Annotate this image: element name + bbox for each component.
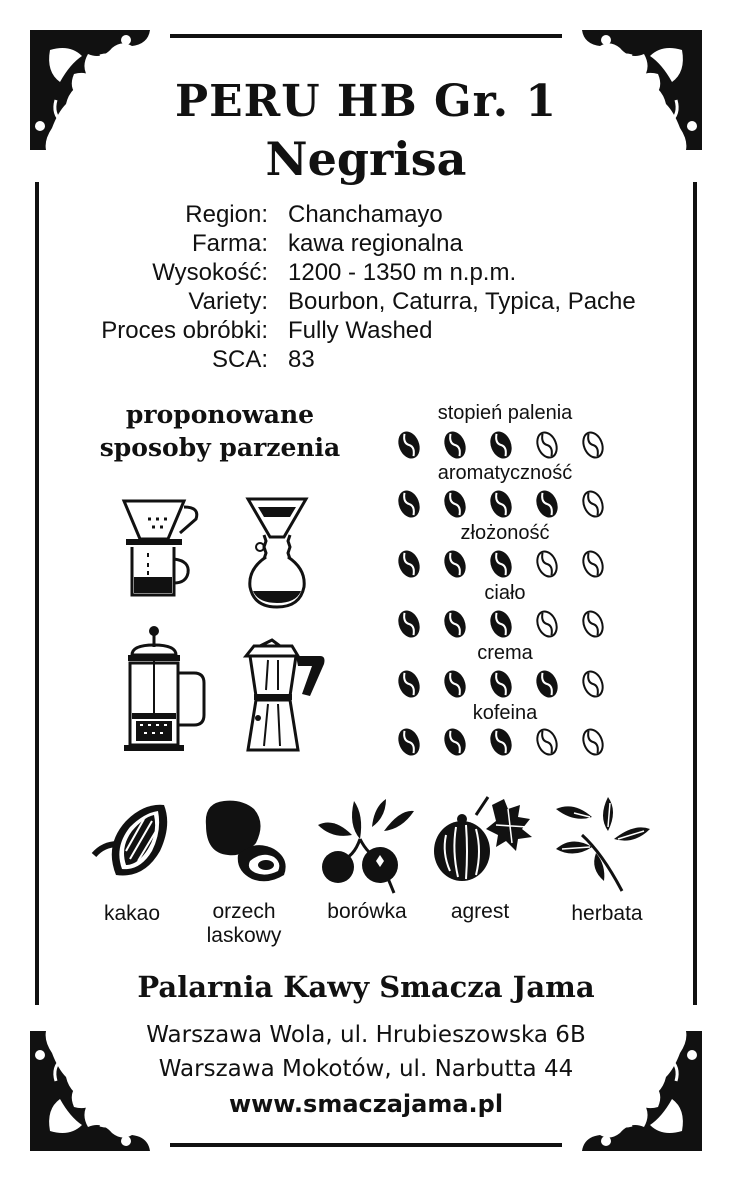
spec-value: Chanchamayo	[288, 201, 443, 228]
coffee-bean-filled-icon	[488, 430, 514, 461]
hazelnut-icon	[198, 795, 294, 885]
coffee-bean-empty-icon	[580, 549, 606, 580]
coffee-bean-empty-icon	[580, 669, 606, 700]
coffee-bean-filled-icon	[488, 549, 514, 580]
rating-crema	[395, 667, 615, 701]
spec-row-sca	[40, 345, 700, 374]
bean-rating-svg	[395, 547, 615, 581]
spec-label: Farma:	[191, 230, 268, 257]
french-press-icon	[120, 625, 208, 753]
coffee-bean-empty-icon	[580, 489, 606, 520]
spec-row-altitude	[40, 258, 700, 287]
spec-value: 83	[288, 346, 315, 373]
coffee-bean-filled-icon	[488, 489, 514, 520]
rating-roast	[395, 428, 615, 462]
address-wola: Warszawa Wola, ul. Hrubieszowska 6B	[146, 1022, 586, 1048]
scale-label-caffeine: kofeina	[472, 702, 538, 724]
spec-label: SCA:	[211, 346, 268, 373]
coffee-bean-filled-icon	[396, 489, 422, 520]
flavor-label-gooseberry	[432, 900, 528, 924]
roastery-name: Palarnia Kawy Smacza Jama	[137, 970, 595, 1004]
coffee-bean-filled-icon	[442, 609, 468, 640]
coffee-bean-filled-icon	[534, 669, 560, 700]
bean-rating-svg	[395, 428, 615, 462]
spec-label: Proces obróbki:	[101, 317, 268, 344]
spec-row-farm	[40, 229, 700, 258]
spec-label: Region:	[185, 201, 268, 228]
coffee-subtitle: Negrisa	[265, 132, 467, 186]
flavor-text: kakao	[103, 902, 161, 925]
coffee-bean-filled-icon	[396, 549, 422, 580]
bean-rating-svg	[395, 667, 615, 701]
coffee-bean-filled-icon	[488, 609, 514, 640]
scale-label-aroma: aromatyczność	[437, 462, 573, 484]
moka-pot-icon	[240, 638, 330, 754]
cacao-pod-icon	[86, 795, 178, 887]
coffee-bean-empty-icon	[580, 727, 606, 758]
bean-rating-svg	[395, 607, 615, 641]
address-mokotow: Warszawa Mokotów, ul. Narbutta 44	[158, 1056, 574, 1082]
tea-leaf-icon	[552, 795, 652, 895]
bean-rating-svg	[395, 725, 615, 759]
coffee-bean-filled-icon	[396, 727, 422, 758]
coffee-bean-filled-icon	[442, 489, 468, 520]
flavor-label-cacao	[82, 902, 182, 926]
flavor-text: borówka	[327, 900, 407, 923]
rating-body	[395, 607, 615, 641]
scale-label-complexity: złożoność	[460, 522, 550, 544]
spec-value: 1200 - 1350 m n.p.m.	[288, 259, 517, 286]
flavor-text: agrest	[450, 900, 510, 923]
spec-row-process	[40, 316, 700, 345]
spec-table	[40, 200, 700, 374]
rating-caffeine	[395, 725, 615, 759]
brewing-heading-line1: proponowane	[125, 400, 315, 429]
coffee-bean-filled-icon	[442, 549, 468, 580]
flavor-label-tea	[554, 902, 660, 926]
coffee-bean-empty-icon	[580, 430, 606, 461]
flavor-text-line2: laskowy	[206, 924, 282, 947]
spec-value: Bourbon, Caturra, Typica, Pache	[288, 288, 636, 315]
pour-over-dripper-icon	[118, 495, 204, 603]
flavor-text: herbata	[571, 902, 643, 925]
coffee-bean-empty-icon	[534, 609, 560, 640]
coffee-bean-empty-icon	[534, 727, 560, 758]
rating-complexity	[395, 547, 615, 581]
blueberry-icon	[314, 795, 418, 897]
brewing-methods-heading	[70, 398, 370, 464]
bean-rating-svg	[395, 487, 615, 521]
scale-label-body: ciało	[484, 582, 526, 604]
coffee-bean-empty-icon	[534, 549, 560, 580]
coffee-bean-filled-icon	[442, 669, 468, 700]
coffee-title: PERU HB Gr. 1	[175, 76, 557, 127]
spec-row-region	[40, 200, 700, 229]
flavor-label-hazelnut	[192, 900, 296, 948]
website-link[interactable]: www.smaczajama.pl	[228, 1090, 504, 1118]
rating-aroma	[395, 487, 615, 521]
coffee-bean-filled-icon	[488, 727, 514, 758]
coffee-bean-filled-icon	[396, 609, 422, 640]
spec-row-variety	[40, 287, 700, 316]
brewing-heading-line2: sposoby parzenia	[99, 433, 341, 462]
coffee-bean-filled-icon	[396, 669, 422, 700]
coffee-bean-empty-icon	[534, 430, 560, 461]
coffee-bean-empty-icon	[580, 609, 606, 640]
spec-label: Variety:	[188, 288, 268, 315]
coffee-bean-filled-icon	[396, 430, 422, 461]
coffee-bean-filled-icon	[534, 489, 560, 520]
flavor-label-blueberry	[312, 900, 422, 924]
coffee-bean-filled-icon	[488, 669, 514, 700]
scale-label-crema: crema	[477, 642, 533, 664]
spec-value: Fully Washed	[288, 317, 433, 344]
gooseberry-icon	[432, 795, 536, 887]
chemex-icon	[244, 495, 310, 611]
coffee-bean-filled-icon	[442, 430, 468, 461]
spec-value: kawa regionalna	[288, 230, 463, 257]
flavor-text: orzech	[212, 900, 276, 923]
spec-label: Wysokość:	[152, 259, 268, 286]
coffee-bean-filled-icon	[442, 727, 468, 758]
scale-label-roast: stopień palenia	[437, 402, 573, 424]
